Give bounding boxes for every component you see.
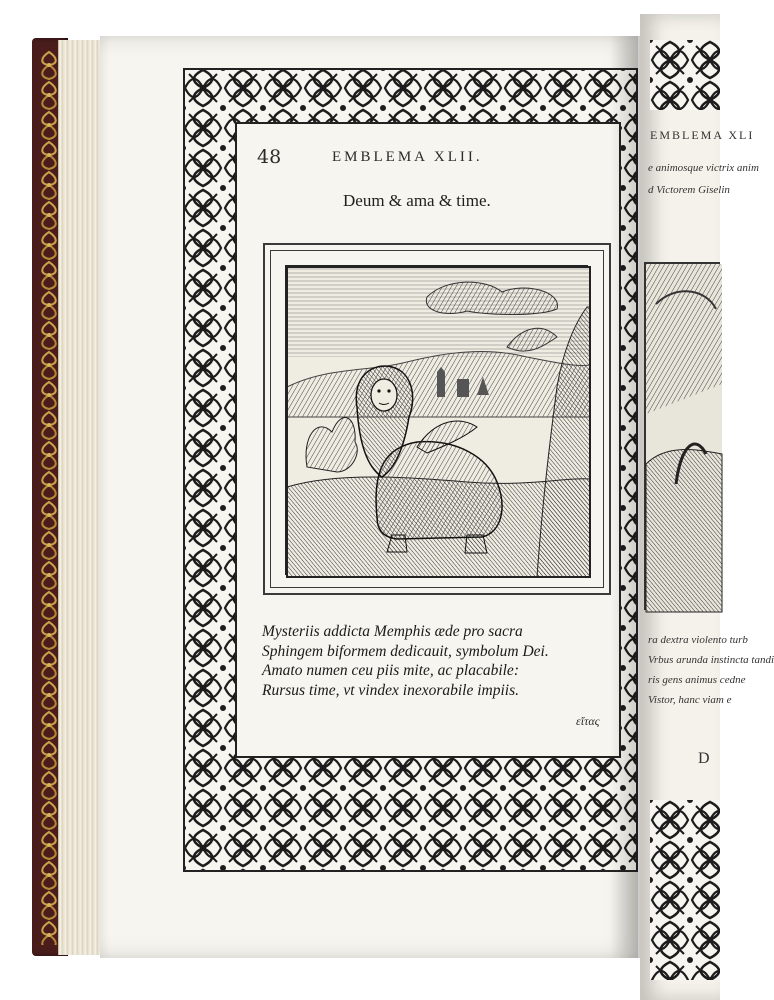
right-page-line: e animosque victrix anim (648, 162, 759, 174)
right-page-line: ra dextra violento turb (648, 634, 748, 646)
right-page-line: Vistor, hanc viam e (648, 694, 732, 706)
emblem-verse (262, 622, 549, 700)
verse-line: Amato numen ceu piis mite, ac placabile: (262, 662, 519, 679)
right-page-woodcut (644, 262, 720, 610)
right-page-signature-letter: D (698, 750, 710, 767)
page-number: 48 (257, 146, 282, 168)
emblem-motto: Deum & ama & time. (343, 191, 491, 210)
right-page-line: ris gens animus cedne (648, 674, 746, 686)
verse-line: Rursus time, vt vindex inexorabile impiis. (262, 681, 519, 699)
right-page-line: d Victorem Giselin (648, 184, 730, 196)
emblem-heading: EMBLEMA XLII. (332, 149, 483, 165)
right-page-heading: EMBLEMA XLI (650, 128, 755, 142)
sphinx-woodcut-illustration (285, 265, 588, 575)
catchword: εἴτας (576, 714, 600, 728)
right-page-line: Vrbus arunda instincta tandi (648, 654, 774, 666)
verse-line: Sphingem biformem dedicauit, symbolum Dei. (262, 642, 549, 660)
verse-line: Mysteriis addicta Memphis æde pro sacra (262, 623, 523, 640)
